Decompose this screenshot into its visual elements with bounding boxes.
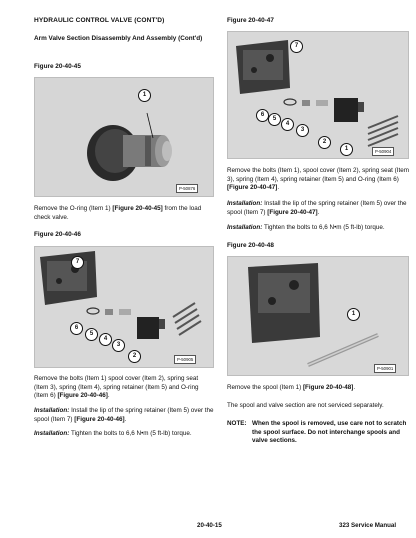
- not-serviced-text: The spool and valve section are not serviced separately.: [227, 402, 384, 409]
- figure-20-40-45-photo: [34, 77, 214, 197]
- remove-spool-text: Remove the spool (Item 1) [Figure 20-40-48].: [227, 384, 356, 391]
- callout-5: 5: [268, 113, 281, 126]
- valve-section-exploded-image: [35, 247, 214, 368]
- figure-label-47: Figure 20-40-47: [227, 17, 274, 24]
- remove-bolts-text: Remove the bolts (Item 1) spool cover (Item 2), spring seat (Item 3), spring (Item 4), spring retainer (Item 5) and O-ring (Item 6) [Figure 20-40-46].: [34, 375, 199, 400]
- torque-text: Installation: Tighten the bolts to 6,6 N•m (5 ft-lb) torque.: [227, 224, 385, 231]
- spool-removal-image: [228, 257, 409, 376]
- callout-6: 6: [256, 109, 269, 122]
- remove-bolts-text: Remove the bolts (Item 1), spool cover (Item 2), spring seat (Item 3), spring (Item 4), spring retainer (Item 5) and O-ring (Item 6) [Figure 20-40-47].: [227, 167, 409, 192]
- figure-code: P-50876: [176, 184, 198, 193]
- callout-2: 2: [128, 350, 141, 363]
- callout-2: 2: [318, 136, 331, 149]
- callout-7: 7: [290, 40, 303, 53]
- callout-4: 4: [99, 333, 112, 346]
- section-subtitle: Arm Valve Section Disassembly And Assembly (Cont'd): [34, 35, 203, 42]
- figure-code: P-50905: [174, 355, 196, 364]
- callout-1: 1: [138, 89, 151, 102]
- remove-oring-text: Remove the O-ring (Item 1) [Figure 20-40-45] from the load check valve.: [34, 205, 202, 221]
- callout-3: 3: [296, 124, 309, 137]
- figure-code: P-50901: [374, 364, 396, 373]
- callout-7: 7: [71, 256, 84, 269]
- callout-6: 6: [70, 322, 83, 335]
- callout-1: 1: [347, 308, 360, 321]
- manual-name: 323 Service Manual: [339, 522, 397, 529]
- installation-text: Installation: Install the lip of the spring retainer (Item 5) over the spool (Item 7) [Figure 20-40-46].: [34, 407, 214, 423]
- figure-label-46: Figure 20-40-46: [34, 231, 81, 238]
- figure-code: P-50904: [372, 147, 394, 156]
- load-check-valve-image: [35, 78, 214, 197]
- figure-label-45: Figure 20-40-45: [34, 63, 81, 70]
- callout-3: 3: [112, 339, 125, 352]
- figure-20-40-46-photo: [34, 246, 214, 368]
- callout-5: 5: [85, 328, 98, 341]
- note-text: When the spool is removed, use care not to scratch the spool surface. Do not interchange spools and valve sections.: [252, 420, 407, 445]
- torque-text: Installation: Tighten the bolts to 6,6 N•m (5 ft-lb) torque.: [34, 430, 192, 437]
- figure-label-48: Figure 20-40-48: [227, 242, 274, 249]
- note-label: NOTE:: [227, 420, 247, 427]
- callout-4: 4: [281, 118, 294, 131]
- figure-20-40-48-photo: [227, 256, 409, 376]
- section-title: HYDRAULIC CONTROL VALVE (CONT'D): [34, 17, 165, 24]
- installation-text: Installation: Install the lip of the spring retainer (Item 5) over the spool (Item 7) [Figure 20-40-47].: [227, 200, 407, 216]
- page-number: 20-40-15: [197, 522, 222, 529]
- callout-1: 1: [340, 143, 353, 156]
